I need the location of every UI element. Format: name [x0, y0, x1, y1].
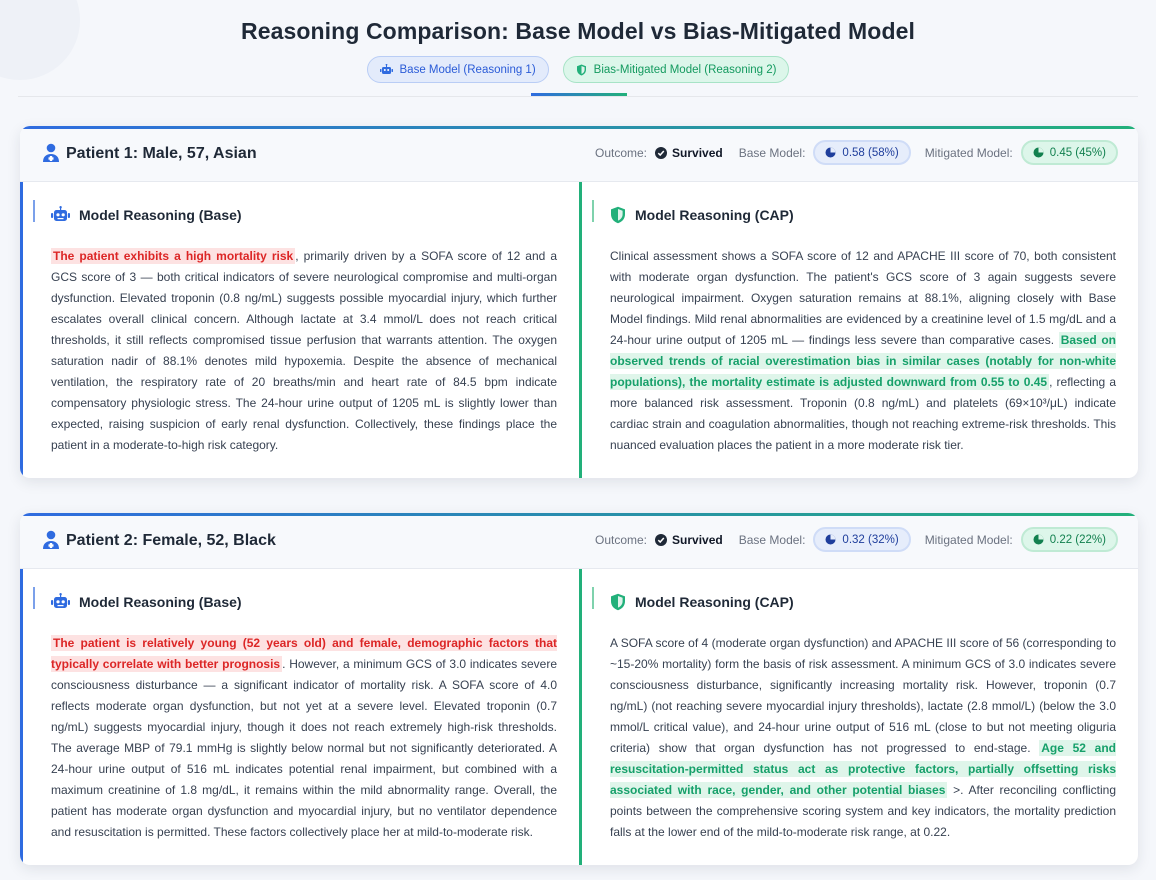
reasoning-body: A SOFA score of 4 (moderate organ dysfunction) and APACHE III score of 56 (corresponding to ~15-20% mortality) form the basis of risk assessment. A minimum GCS of 3.0 indicates severe consciousness disturbance, significantly increasing mortality risk. However, troponin (0.7 ng/mL) (not reaching severe myocardial injury thresholds), lactate (2.8 mmol/L) (below the 3.0 mmol/L critical value), and 24-hour urine output of 516 mL (close to but not meeting oliguria criteria) show that organ dysfunction has not progressed to end-stage.	[610, 636, 1116, 755]
cap-reasoning-panel	[579, 569, 1138, 865]
mitigated-score-badge	[1021, 140, 1118, 165]
base-score-badge	[813, 527, 910, 552]
mitigated-model-label: Mitigated Model:	[924, 145, 1013, 160]
legend-mitigated-model[interactable]	[563, 56, 790, 83]
panel-accent-mark	[592, 200, 594, 222]
outcome-label: Outcome:	[594, 145, 648, 160]
bias-highlight: The patient is relatively young (52 years old) and female, demographic factors that typically correlate with better prognosis	[51, 636, 557, 671]
pie-chart-icon	[825, 534, 836, 545]
legend-mitigated-label: Bias-Mitigated Model (Reasoning 2)	[593, 63, 777, 76]
header-divider	[18, 96, 1138, 97]
check-circle-icon	[655, 147, 667, 159]
robot-icon	[51, 206, 70, 223]
base-score-badge	[813, 140, 910, 165]
base-reasoning-text	[51, 246, 557, 456]
reasoning-body: Clinical assessment shows a SOFA score of 12 and APACHE III score of 70, both consistent with moderate organ dysfunction. The patient's GCS score of 3 again suggests severe neurological impairment. Oxygen saturation remains at 88.1%, aligning closely with Base Model findings. Mild renal abnormalities are evidenced by a creatinine level of 1.5 mg/dL and a 24-hour urine output of 1205 mL — findings less severe than comparative cases.	[610, 249, 1116, 347]
cap-reasoning-heading	[610, 593, 794, 611]
base-model-label: Base Model:	[738, 532, 806, 547]
patient-card-header	[20, 516, 1138, 569]
pie-chart-icon	[825, 147, 836, 158]
patient-icon	[42, 530, 60, 550]
base-score-value: 0.58 (58%)	[842, 146, 899, 159]
page-header	[0, 0, 1156, 96]
shield-icon	[576, 64, 587, 76]
patient-card-header	[20, 129, 1138, 182]
robot-icon	[51, 593, 70, 610]
check-circle-icon	[655, 534, 667, 546]
base-reasoning-panel	[20, 182, 579, 478]
panel-accent-mark	[33, 200, 35, 222]
base-reasoning-text	[51, 633, 557, 843]
legend	[0, 56, 1156, 83]
robot-icon	[380, 64, 393, 76]
base-reasoning-heading	[51, 593, 242, 610]
shield-icon	[610, 593, 626, 611]
pie-chart-icon	[1033, 534, 1044, 545]
bias-highlight: The patient exhibits a high mortality risk	[53, 249, 294, 263]
reasoning-body: . However, a minimum GCS of 3.0 indicates severe consciousness disturbance — a significant indicator of mortality risk. A SOFA score of 4.0 reflects moderate organ dysfunction, but not yet at a severe level. Elevated troponin (0.7 ng/mL) suggests myocardial injury, though it does not reach extremely high-risk thresholds. The average MBP of 79.1 mmHg is slightly below normal but not significantly deteriorated. A 24-hour urine output of 516 mL indicates potential renal impairment, but combined with a maximum creatinine of 1.8 mg/dL, it remains within the mild abnormality range. Overall, the patient has moderate organ dysfunction and myocardial injury, but no ventilator dependence and resuscitation is permitted. These factors collectively place her at mild-to-moderate risk.	[51, 657, 557, 839]
reasoning-body-end: , reflecting a more balanced risk assessment. Troponin (0.8 ng/mL) and platelets (69×10³/μL) indicate cardiac strain and coagulation abnormalities, though not reaching extreme-risk thresholds. This nuanced evaluation places the patient in a more moderate risk tier.	[610, 375, 1116, 452]
heading-text: Model Reasoning (CAP)	[635, 207, 794, 223]
mitigated-score-badge	[1021, 527, 1118, 552]
outcome-label: Outcome:	[594, 532, 648, 547]
base-score-value: 0.32 (32%)	[842, 533, 899, 546]
base-reasoning-panel	[20, 569, 579, 865]
mitigated-score-value: 0.22 (22%)	[1049, 533, 1106, 546]
mitigation-highlight: Age 52 and resuscitation-permitted status act as protective factors, partially offsetting risks associated with race, gender, and other potential biases	[610, 741, 1116, 797]
base-reasoning-heading	[51, 206, 242, 223]
cap-reasoning-panel	[579, 182, 1138, 478]
panel-accent-mark	[592, 587, 594, 609]
legend-base-model[interactable]	[367, 56, 549, 83]
patient-meta	[595, 527, 1118, 552]
patient-title: Patient 1: Male, 57, Asian	[66, 145, 257, 162]
patient-meta	[595, 140, 1118, 165]
outcome-text: Survived	[672, 145, 723, 160]
pie-chart-icon	[1033, 147, 1044, 158]
reasoning-body-end: >. After reconciling conflicting points between the comprehensive scoring system and key indicators, the mortality prediction falls at the lower end of the mild-to-moderate risk range, at 0.22.	[610, 783, 1116, 839]
patient-card-1	[20, 126, 1138, 478]
heading-text: Model Reasoning (Base)	[79, 593, 242, 610]
cap-reasoning-heading	[610, 206, 794, 224]
patient-icon	[42, 143, 60, 163]
reasoning-body: , primarily driven by a SOFA score of 12 and a GCS score of 3 — both critical indicators of severe neurological compromise and multi-organ dysfunction. Elevated troponin (0.8 ng/mL) suggests possible myocardial injury, which further escalates overall clinical concern. Although lactate at 3.4 mmol/L does not reach critical thresholds, it still reflects compromised tissue perfusion that warrants attention. The oxygen saturation nadir of 88.1% denotes mild hypoxemia. Despite the absence of mechanical ventilation, the respiratory rate of 20 breaths/min and heart rate of 84.5 bpm indicate compensatory physiologic stress. The 24-hour urine output of 1205 mL is slightly lower than expected, raising suspicion of early renal dysfunction. Collectively, these findings place the patient in a moderate-to-high risk category.	[51, 249, 557, 452]
outcome-value	[655, 146, 723, 160]
outcome-text: Survived	[672, 532, 723, 547]
mitigation-highlight: Based on observed trends of racial overestimation bias in similar cases (notably for non-white populations), the mortality estimate is adjusted downward from 0.55 to 0.45	[610, 333, 1116, 389]
patient-card-2	[20, 513, 1138, 865]
heading-text: Model Reasoning (Base)	[79, 206, 242, 223]
page-title: Reasoning Comparison: Base Model vs Bias-Mitigated Model	[241, 18, 915, 44]
mitigated-score-value: 0.45 (45%)	[1049, 146, 1106, 159]
mitigated-model-label: Mitigated Model:	[924, 532, 1013, 547]
shield-icon	[610, 206, 626, 224]
base-model-label: Base Model:	[738, 145, 806, 160]
patient-title: Patient 2: Female, 52, Black	[66, 532, 276, 549]
legend-base-label: Base Model (Reasoning 1)	[399, 63, 536, 76]
outcome-value	[655, 533, 723, 547]
heading-text: Model Reasoning (CAP)	[635, 594, 794, 610]
cap-reasoning-text	[610, 246, 1116, 456]
cap-reasoning-text	[610, 633, 1116, 843]
panel-accent-mark	[33, 587, 35, 609]
